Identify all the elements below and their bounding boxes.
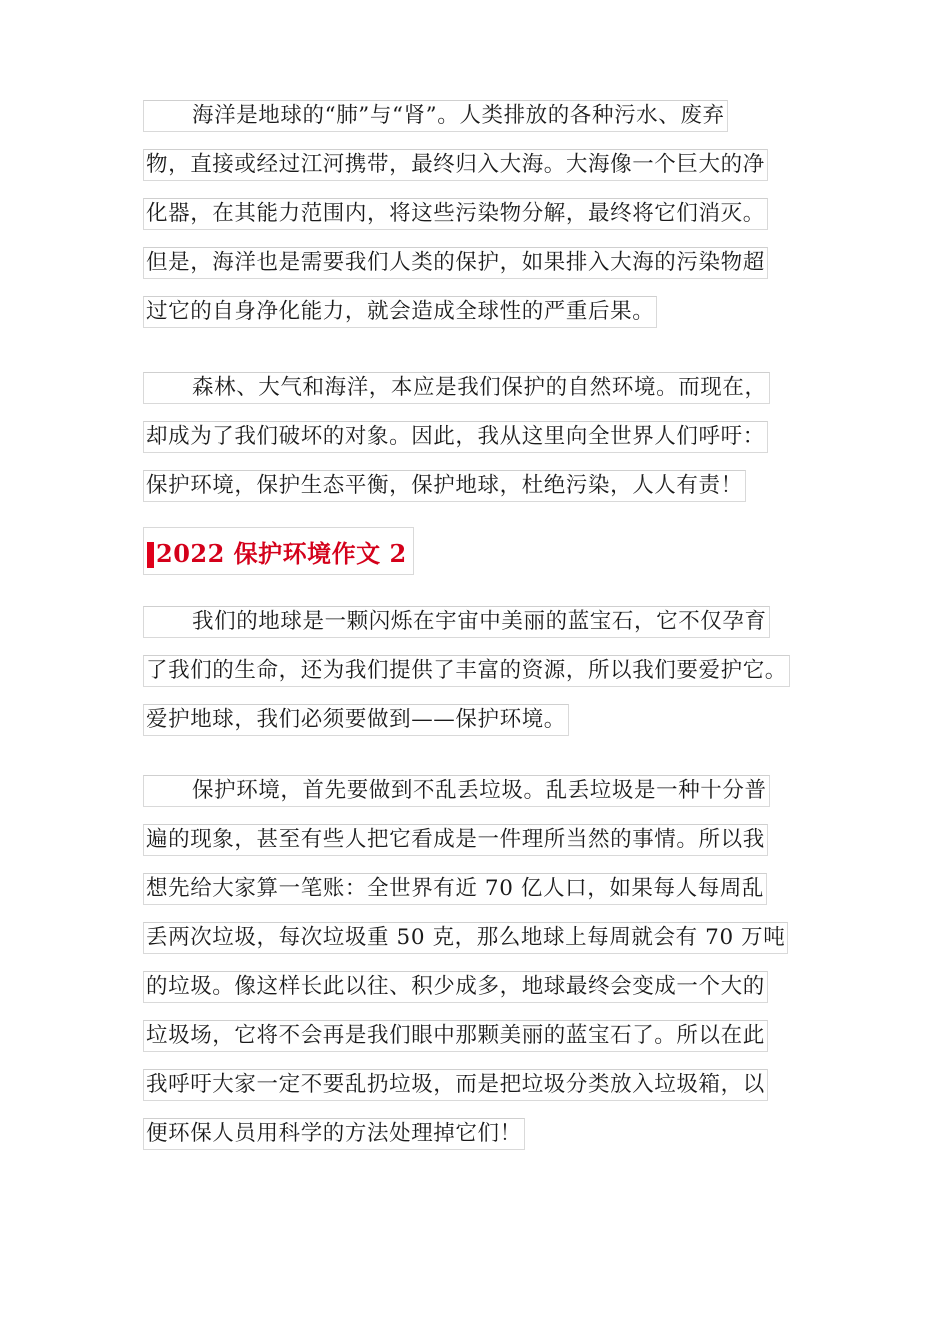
paragraph-line: 海洋是地球的“肺”与“肾”。人类排放的各种污水、废弃 [143,100,823,149]
paragraph-line: 丢两次垃圾，每次垃圾重 50 克，那么地球上每周就会有 70 万吨 [143,922,823,971]
paragraph-line: 我呼吁大家一定不要乱扔垃圾，而是把垃圾分类放入垃圾箱，以 [143,1069,823,1118]
heading-box [143,527,414,575]
heading-marker [147,542,154,568]
paragraph-line: 保护环境，首先要做到不乱丢垃圾。乱丢垃圾是一种十分普 [143,775,823,824]
paragraph-line: 保护环境，保护生态平衡，保护地球，杜绝污染，人人有责！ [143,470,823,519]
paragraph-line: 的垃圾。像这样长此以往、积少成多，地球最终会变成一个大的 [143,971,823,1020]
paragraph-line: 爱护地球，我们必须要做到——保护环境。 [143,704,823,753]
paragraph-line: 物，直接或经过江河携带，最终归入大海。大海像一个巨大的净 [143,149,823,198]
paragraph-line: 便环保人员用科学的方法处理掉它们！ [143,1118,823,1167]
paragraph-litter [143,775,823,1167]
paragraph-earth [143,606,823,753]
paragraph-line: 遍的现象，甚至有些人把它看成是一件理所当然的事情。所以我 [143,824,823,873]
heading-title: 2022 保护环境作文 2 [156,538,407,568]
paragraph-line: 森林、大气和海洋，本应是我们保护的自然环境。而现在， [143,372,823,421]
paragraph-line: 但是，海洋也是需要我们人类的保护，如果排入大海的污染物超 [143,247,823,296]
paragraph-line: 却成为了我们破坏的对象。因此，我从这里向全世界人们呼吁： [143,421,823,470]
paragraph-appeal [143,372,823,519]
section-heading [143,527,414,575]
paragraph-line: 过它的自身净化能力，就会造成全球性的严重后果。 [143,296,823,345]
paragraph-ocean [143,100,823,345]
paragraph-line: 我们的地球是一颗闪烁在宇宙中美丽的蓝宝石，它不仅孕育 [143,606,823,655]
paragraph-line: 化器，在其能力范围内，将这些污染物分解，最终将它们消灭。 [143,198,823,247]
paragraph-line: 想先给大家算一笔账：全世界有近 70 亿人口，如果每人每周乱 [143,873,823,922]
paragraph-line: 了我们的生命，还为我们提供了丰富的资源，所以我们要爱护它。 [143,655,823,704]
paragraph-line: 垃圾场，它将不会再是我们眼中那颗美丽的蓝宝石了。所以在此 [143,1020,823,1069]
